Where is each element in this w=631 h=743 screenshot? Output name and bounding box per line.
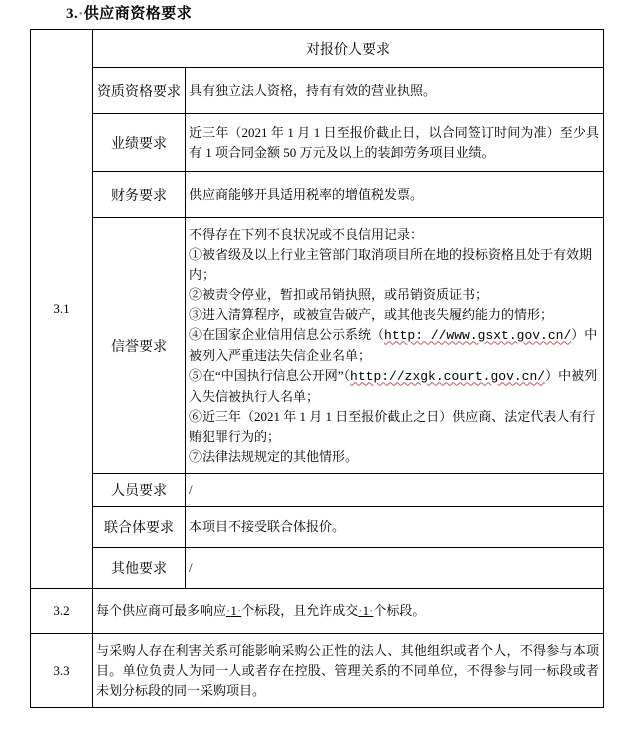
requirement-label: 人员要求 <box>93 474 186 507</box>
section-number-3-1: 3.1 <box>31 30 93 589</box>
requirement-content: 本项目不接受联合体报价。 <box>186 507 604 548</box>
text-segment: 1 <box>362 603 370 618</box>
text-segment: ④在国家企业信用信息公示系统（ <box>189 326 385 342</box>
text-segment: 3. <box>66 6 79 22</box>
clause-3-3-content: 与采购人存在利害关系可能影响采购公正性的法人、其他组织或者个人，不得参与本项目。单位负责人为同一人或者存在控股、管理关系的不同单位，不得参与同一标段或者未划分标段的同一采购项目。 <box>93 634 604 708</box>
text-segment: · <box>236 603 242 618</box>
table-row-personnel <box>31 474 604 507</box>
text-segment: 每个供应商可最多响应 <box>96 603 227 618</box>
table-row-3-3 <box>31 634 604 708</box>
table-row-performance <box>31 114 604 172</box>
text-line <box>189 225 599 245</box>
requirement-label: 联合体要求 <box>93 507 186 548</box>
requirement-content: 具有独立法人资格，持有有效的营业执照。 <box>186 68 604 114</box>
text-segment: 1 <box>230 603 237 618</box>
table-row-other <box>31 548 604 589</box>
text-segment: ⑦法律法规规定的其他情形。 <box>189 448 359 464</box>
table-row-financial <box>31 172 604 218</box>
url-text: http: //www.gsxt.gov.cn/ <box>384 327 572 343</box>
text-segment: 供应商资格要求 <box>83 6 193 22</box>
section-title <box>66 2 192 23</box>
supplier-requirements-table <box>30 29 604 708</box>
text-line <box>189 447 599 467</box>
text-segment: ②被责令停业，暂扣或吊销执照，或吊销资质证书； <box>189 286 489 302</box>
text-line <box>189 285 599 305</box>
section-number-3-2: 3.2 <box>31 589 93 634</box>
text-segment: ）中被列入失信被执行人名单； <box>189 367 598 404</box>
clause-3-2-content <box>93 589 604 634</box>
text-segment: 不得存在下列不良状况或不良信用记录： <box>189 226 424 242</box>
text-segment: 个标段，且允许成交 <box>241 603 359 618</box>
text-segment: ③进入清算程序，或被宣告破产，或其他丧失履约能力的情形； <box>189 306 554 322</box>
table-row-consortium <box>31 507 604 548</box>
text-segment: · <box>226 603 231 618</box>
text-segment: · <box>78 6 84 22</box>
requirement-label: 财务要求 <box>93 172 186 218</box>
text-segment: · <box>358 603 363 618</box>
requirement-label: 资质资格要求 <box>93 68 186 114</box>
text-segment: ⑤在“中国执行信息公开网”（ <box>189 367 351 383</box>
section-number-3-3: 3.3 <box>31 634 93 708</box>
text-segment: ）中被列入严重违法失信企业名单； <box>189 326 598 363</box>
text-segment: 个标段。 <box>373 603 426 618</box>
table-row-3-2 <box>31 589 604 634</box>
text-segment: ①被省级及以上行业主管部门取消项目所在地的投标资格且处于有效期内； <box>189 246 593 282</box>
requirement-content: 近三年（2021 年 1 月 1 日至报价截止日，以合同签订时间为准）至少具有 1 项合同金额 50 万元及以上的装卸劳务项目业绩。 <box>186 114 604 172</box>
requirement-content: / <box>186 474 604 507</box>
text-line <box>189 305 599 325</box>
text-line <box>189 366 599 407</box>
url-text: http://zxgk.court.gov.cn/ <box>350 368 546 384</box>
requirement-label: 其他要求 <box>93 548 186 589</box>
text-line <box>189 407 599 447</box>
requirement-content: 供应商能够开具适用税率的增值税发票。 <box>186 172 604 218</box>
requirement-content: / <box>186 548 604 589</box>
text-line <box>189 325 599 366</box>
requirement-label: 信誉要求 <box>93 218 186 474</box>
table-row-qualification <box>31 68 604 114</box>
requirement-content-credit-list <box>186 218 604 474</box>
table-row-credit <box>31 218 604 474</box>
table-header-bidder-requirements: 对报价人要求 <box>93 30 604 68</box>
text-segment: ⑥近三年（2021 年 1 月 1 日至报价截止之日）供应商、法定代表人有行贿犯罪行为的； <box>189 408 596 444</box>
text-segment: · <box>369 603 374 618</box>
requirement-label: 业绩要求 <box>93 114 186 172</box>
text-line <box>189 245 599 285</box>
table-row-header <box>31 30 604 68</box>
